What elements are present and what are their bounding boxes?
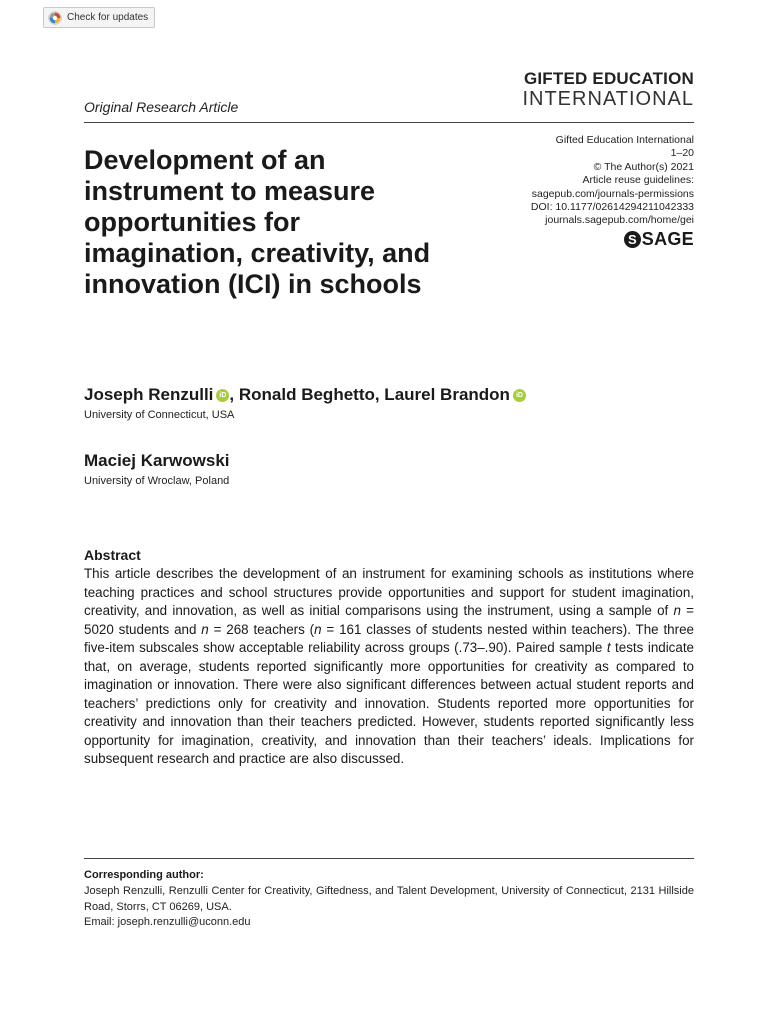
journal-logo	[522, 70, 694, 109]
reuse-link[interactable]: sagepub.com/journals-permissions	[531, 187, 694, 200]
author-name-4[interactable]: Maciej Karwowski	[84, 451, 230, 470]
orcid-icon[interactable]: iD	[216, 389, 229, 402]
copyright: © The Author(s) 2021	[593, 160, 694, 173]
email-link[interactable]: joseph.renzulli@uconn.edu	[117, 916, 251, 928]
author-names-2-3[interactable]: , Ronald Beghetto, Laurel Brandon	[229, 385, 510, 404]
crossmark-icon	[48, 11, 62, 25]
abstract-var: n	[673, 603, 681, 618]
affiliation-2: University of Wroclaw, Poland	[84, 475, 230, 487]
journal-logo-top: GIFTED EDUCATION	[523, 69, 694, 88]
publication-info	[531, 134, 694, 228]
check-for-updates-button[interactable]	[43, 7, 155, 28]
abstract-heading: Abstract	[84, 547, 141, 563]
page-range: 1–20	[670, 147, 694, 160]
journal-logo-bottom: INTERNATIONAL	[522, 88, 694, 110]
journal-name: Gifted Education International	[555, 134, 694, 146]
article-type: Original Research Article	[84, 99, 239, 115]
abstract-var: n	[201, 621, 209, 637]
header-divider	[84, 122, 694, 123]
corresponding-author-email	[84, 916, 251, 928]
sage-icon: S	[624, 231, 641, 248]
abstract-text: tests indicate that, on average, students reported significantly more opportunities for creativity as compared to imagination or innovation. There were also significant differences between actual student reports and teachers’ predictions only for creativity and innovation. Students reported more opportunities for creativity and innovation than their teachers predicted. However, students reported significantly less opportunity for imagination, creativity, and innovation than their teachers’ ideals. Implications for subsequent research and practice are also discussed.	[84, 640, 694, 766]
abstract-text: = 5020 students and	[84, 603, 694, 637]
orcid-icon[interactable]: iD	[513, 389, 526, 402]
journal-link[interactable]: journals.sagepub.com/home/gei	[545, 214, 694, 227]
corresponding-author-heading: Corresponding author:	[84, 869, 204, 881]
author-line-1	[84, 385, 526, 405]
publisher-logo	[624, 229, 694, 250]
publisher-logo-text: SAGE	[641, 229, 694, 249]
abstract-body	[84, 565, 694, 769]
author-name-1[interactable]: Joseph Renzulli	[84, 385, 214, 404]
article-title: Development of an instrument to measure opportunities for imagination, creativity, and innovation (ICI) in schools	[84, 145, 431, 299]
abstract-var: t	[606, 640, 611, 655]
check-for-updates-label: Check for updates	[67, 12, 149, 23]
reuse-label: Article reuse guidelines:	[582, 174, 694, 187]
footer-divider	[84, 858, 694, 859]
abstract-text: = 161 classes of students nested within teachers). The three five-item subscales show acceptable reliability across groups (.73–.90). Paired sample	[84, 621, 694, 655]
abstract-text: This article describes the development of an instrument for examining schools as institutions where teaching practices and school structures provide opportunities and support for student imagination, creativity, and innovation, as well as initial comparisons using the instrument, using a sample of	[84, 566, 694, 618]
doi-link[interactable]: DOI: 10.1177/02614294211042333	[530, 201, 694, 214]
abstract-text: = 268 teachers (	[208, 621, 315, 637]
affiliation-1: University of Connecticut, USA	[84, 409, 235, 421]
corresponding-author-address: Joseph Renzulli, Renzulli Center for Creativity, Giftedness, and Talent Development, University of Connecticut, 2131 Hillside Road, Storrs, CT 06269, USA.	[84, 885, 694, 913]
abstract-var: n	[314, 621, 322, 637]
email-label: Email:	[84, 916, 118, 928]
